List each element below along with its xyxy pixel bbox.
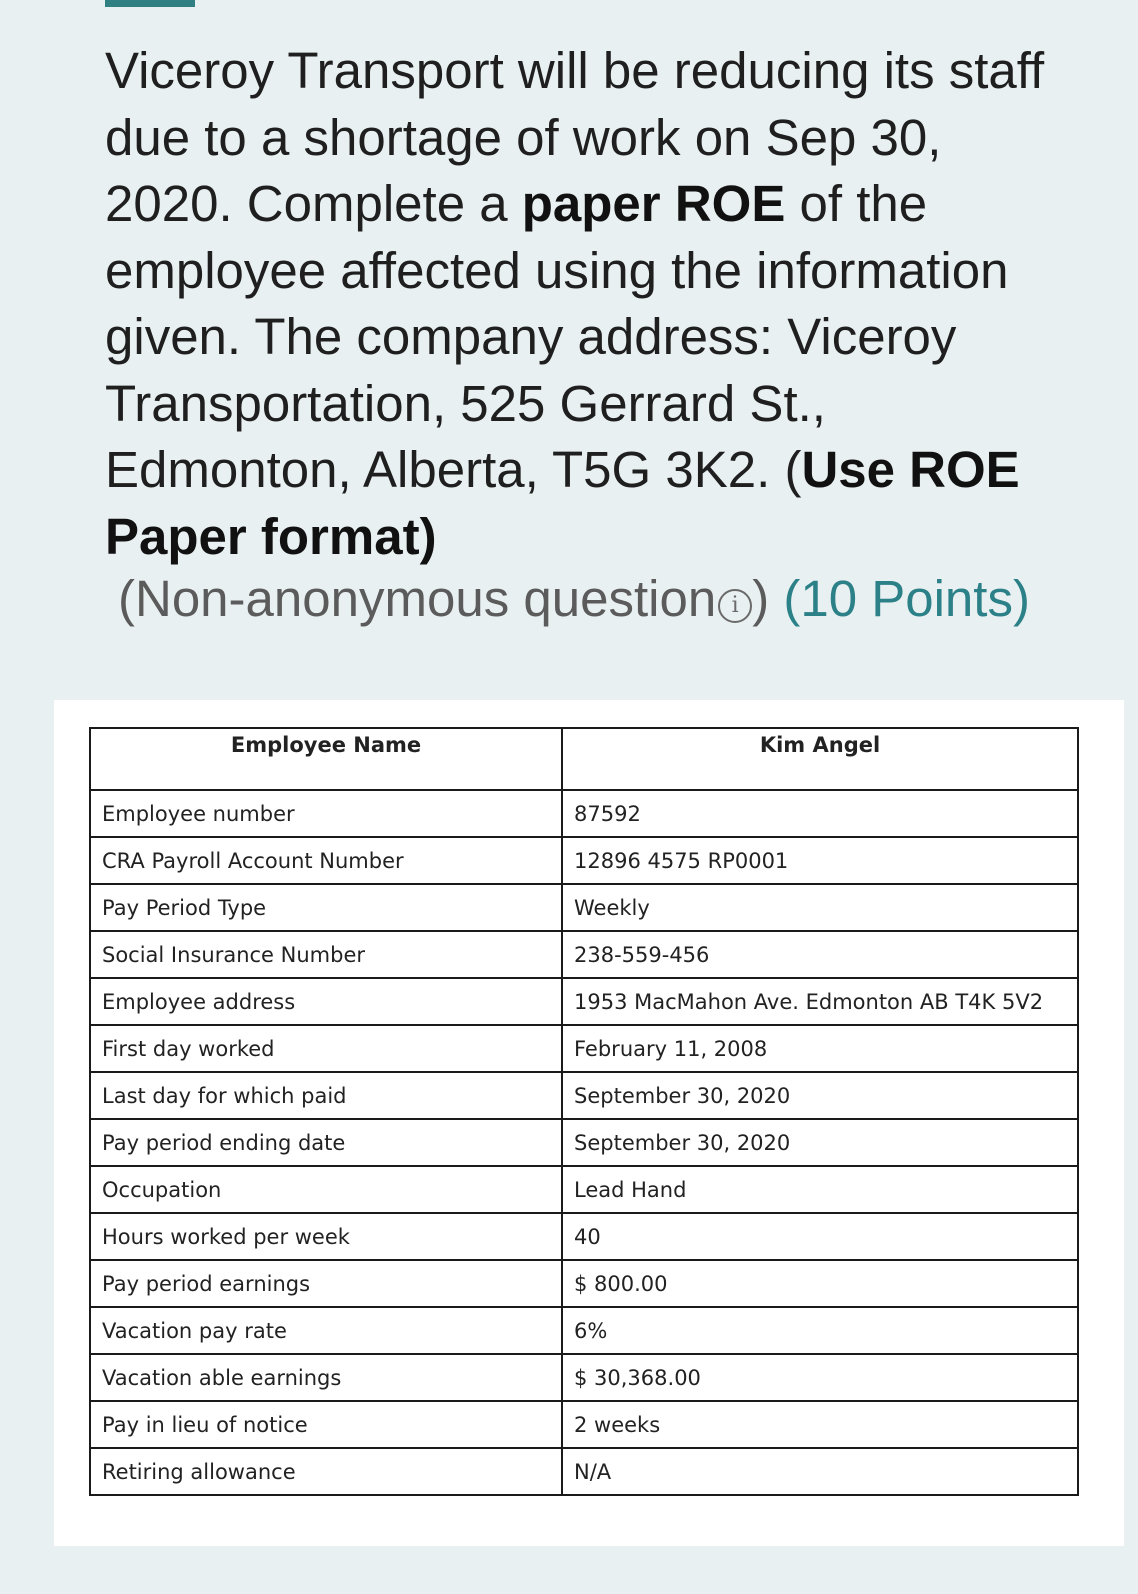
employee-name-value: Kim Angel [562,728,1078,790]
table-row [90,1025,1078,1072]
employee-info-table [89,727,1079,1496]
field-value: September 30, 2020 [562,1119,1078,1166]
employee-info-image [54,700,1124,1546]
field-value: 2 weeks [562,1401,1078,1448]
table-body [90,790,1078,1495]
table-row [90,1166,1078,1213]
field-value: 6% [562,1307,1078,1354]
field-value: N/A [562,1448,1078,1495]
field-label: Pay in lieu of notice [90,1401,562,1448]
field-value: 238-559-456 [562,931,1078,978]
question-text [105,38,1065,570]
field-label: First day worked [90,1025,562,1072]
field-label: Pay period earnings [90,1260,562,1307]
table-row [90,1072,1078,1119]
table-row [90,1307,1078,1354]
table-row [90,1401,1078,1448]
top-accent-bar [105,0,195,7]
non-anonymous-close: ) [752,570,770,627]
field-value: $ 800.00 [562,1260,1078,1307]
info-icon[interactable]: i [718,589,752,623]
question-bold-use-roe: Use ROE Paper format) [105,441,1020,565]
field-value: Weekly [562,884,1078,931]
field-label: Employee number [90,790,562,837]
field-value: Lead Hand [562,1166,1078,1213]
non-anonymous-label: (Non-anonymous question [118,570,717,627]
field-value: 12896 4575 RP0001 [562,837,1078,884]
table-row [90,978,1078,1025]
field-label: Employee address [90,978,562,1025]
table-row [90,1213,1078,1260]
field-value: 40 [562,1213,1078,1260]
field-value: September 30, 2020 [562,1072,1078,1119]
question-bold-paper-roe: paper ROE [521,175,786,232]
table-row [90,1354,1078,1401]
field-label: Retiring allowance [90,1448,562,1495]
field-label: Occupation [90,1166,562,1213]
field-label: CRA Payroll Account Number [90,837,562,884]
table-row [90,790,1078,837]
question-part-1: Viceroy Transport will be reducing its staff due to a shortage of work on Sep 30, 2020. Complete a [105,42,1045,232]
question-meta [118,566,1030,632]
table-row [90,837,1078,884]
field-value: February 11, 2008 [562,1025,1078,1072]
employee-name-header: Employee Name [90,728,562,790]
field-label: Pay period ending date [90,1119,562,1166]
field-label: Hours worked per week [90,1213,562,1260]
table-row [90,1448,1078,1495]
field-value: 87592 [562,790,1078,837]
field-label: Vacation pay rate [90,1307,562,1354]
table-header-row [90,728,1078,790]
field-label: Last day for which paid [90,1072,562,1119]
table-row [90,1119,1078,1166]
points-label: (10 Points) [783,570,1030,627]
field-label: Vacation able earnings [90,1354,562,1401]
question-part-2: of the employee affected using the information given. The company address: Viceroy Transportation, 525 Gerrard St., Edmonton, Alberta, T5G 3K2. ( [105,175,1009,498]
field-value: $ 30,368.00 [562,1354,1078,1401]
field-label: Social Insurance Number [90,931,562,978]
table-row [90,884,1078,931]
field-value: 1953 MacMahon Ave. Edmonton AB T4K 5V2 [562,978,1078,1025]
field-label: Pay Period Type [90,884,562,931]
table-row [90,931,1078,978]
table-row [90,1260,1078,1307]
